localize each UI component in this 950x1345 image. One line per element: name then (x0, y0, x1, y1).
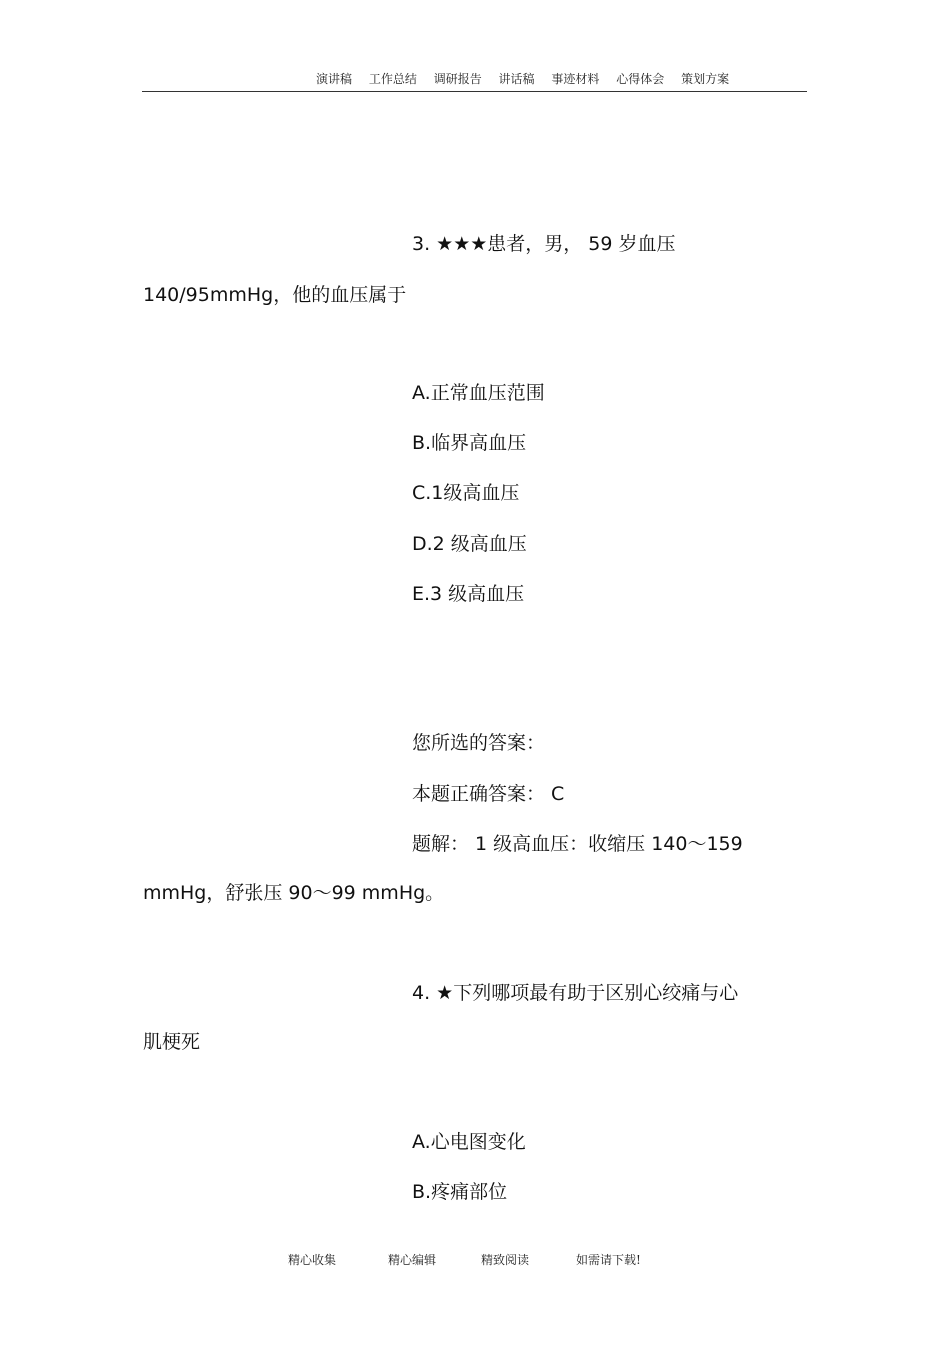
q3-explanation-line2: mmHg，舒张压 90～99 mmHg。 (143, 882, 445, 904)
header-item: 讲话稿 (498, 72, 535, 86)
q3-option-a: A.正常血压范围 (412, 382, 545, 404)
header-item: 策划方案 (681, 72, 730, 86)
q3-option-b: B.临界高血压 (412, 432, 527, 454)
q3-option-d: D.2 级高血压 (412, 533, 527, 555)
q4-option-a: A.心电图变化 (412, 1131, 526, 1153)
q3-correct-answer: 本题正确答案： C (412, 783, 565, 805)
header-item: 演讲稿 (316, 72, 353, 86)
q4-stem-line2: 肌梗死 (143, 1031, 201, 1053)
footer-item: 精心收集 (288, 1253, 337, 1267)
footer-item: 精致阅读 (481, 1253, 530, 1267)
q3-stem-line2: 140/95mmHg，他的血压属于 (143, 284, 407, 306)
page-footer (0, 1251, 950, 1269)
header-rule (142, 91, 807, 92)
q3-stem-line1: 3. ★★★患者，男， 59 岁血压 (412, 233, 676, 255)
q3-explanation-line1: 题解： 1 级高血压：收缩压 140～159 (412, 833, 743, 855)
q4-option-b: B.疼痛部位 (412, 1181, 508, 1203)
q3-option-e: E.3 级高血压 (412, 583, 525, 605)
q3-option-c: C.1级高血压 (412, 482, 520, 504)
header-item: 工作总结 (368, 72, 417, 86)
header-item: 心得体会 (616, 72, 665, 86)
header-item: 事迹材料 (551, 72, 600, 86)
footer-item: 精心编辑 (388, 1253, 437, 1267)
header-item: 调研报告 (433, 72, 482, 86)
q3-your-answer: 您所选的答案： (412, 732, 546, 754)
footer-item: 如需请下载! (576, 1253, 641, 1267)
page-header (316, 70, 742, 87)
q4-stem-line1: 4. ★下列哪项最有助于区别心绞痛与心 (412, 982, 739, 1004)
